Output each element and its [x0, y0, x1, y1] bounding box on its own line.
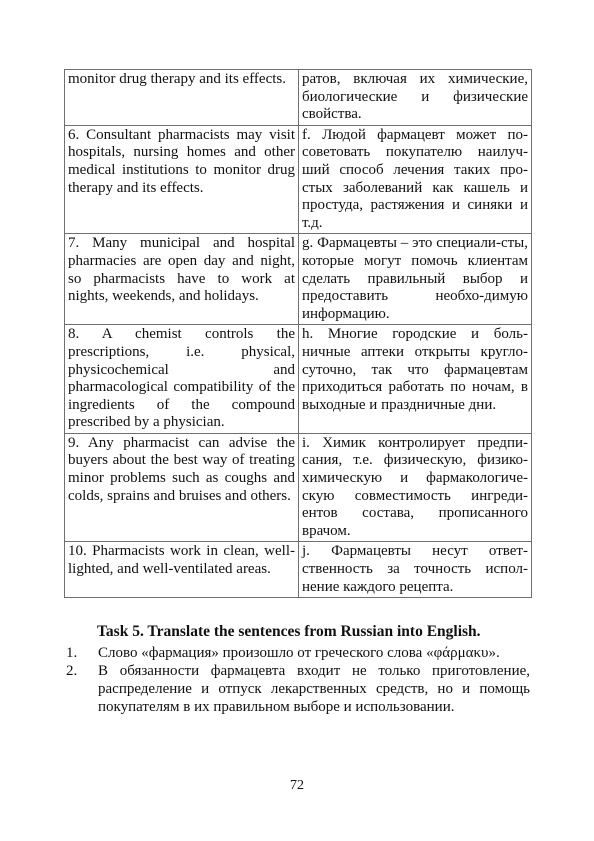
table-row [65, 70, 532, 126]
english-cell: 9. Any pharmacist can advise the buyers about the best way of treating minor problems such as coughs and colds, sprains and bruises and others. [65, 433, 299, 542]
english-cell: monitor drug therapy and its effects. [65, 70, 299, 126]
matching-table [64, 69, 532, 598]
english-cell: 6. Consultant pharmacists may visit hospitals, nursing homes and other medical institutions to monitor drug therapy and its effects. [65, 125, 299, 234]
task-heading: Task 5. Translate the sentences from Russian into English. [97, 623, 481, 640]
table-row [65, 542, 532, 598]
english-cell: 8. A chemist controls the prescriptions, i.e. physical, physicochemical and pharmacological compatibility of the ingredients of the compound prescribed by a physician. [65, 325, 299, 434]
table-row [65, 325, 532, 434]
russian-cell: j. Фармацевты несут ответ-ственность за точность испол-нение каждого рецепта. [299, 542, 532, 598]
russian-cell: i. Химик контролирует предпи-сания, т.е. физическую, физико-химическую и фармакологиче-скую совместимость ингреди-ентов состава, прописанного врачом. [299, 433, 532, 542]
list-item [64, 644, 530, 662]
russian-cell: f. Людой фармацевт может по-советовать покупателю наилуч-ший способ лечения таких про-стых заболеваний как кашель и простуда, растяжения и синяки и т.д. [299, 125, 532, 234]
item-number: 2. [66, 663, 78, 679]
item-text: В обязанности фармацевта входит не только приготовление, распределение и отпуск лекарственных средств, но и помощь покупателям в их правильном выборе и использовании. [98, 663, 530, 715]
english-cell: 10. Pharmacists work in clean, well-lighted, and well-ventilated areas. [65, 542, 299, 598]
russian-cell: g. Фармацевты – это специали-сты, которые могут помочь клиентам сделать правильный выбор и предоставить необхо-димую информацию. [299, 234, 532, 325]
list-item [64, 662, 530, 716]
russian-cell: ратов, включая их химические, биологические и физические свойства. [299, 70, 532, 126]
item-text: Слово «фармация» произошло от греческого слова «φάρμακυ». [98, 645, 500, 661]
russian-cell: h. Многие городские и боль-ничные аптеки открыты кругло-суточно, так что фармацевтам приходиться работать по ночам, в выходные и праздничные дни. [299, 325, 532, 434]
table-row [65, 125, 532, 234]
item-number: 1. [66, 645, 78, 661]
english-cell: 7. Many municipal and hospital pharmacies are open day and night, so pharmacists have to work at nights, weekends, and holidays. [65, 234, 299, 325]
page-number: 72 [290, 778, 304, 793]
table-row [65, 433, 532, 542]
table-row [65, 234, 532, 325]
sentence-list [64, 644, 530, 716]
